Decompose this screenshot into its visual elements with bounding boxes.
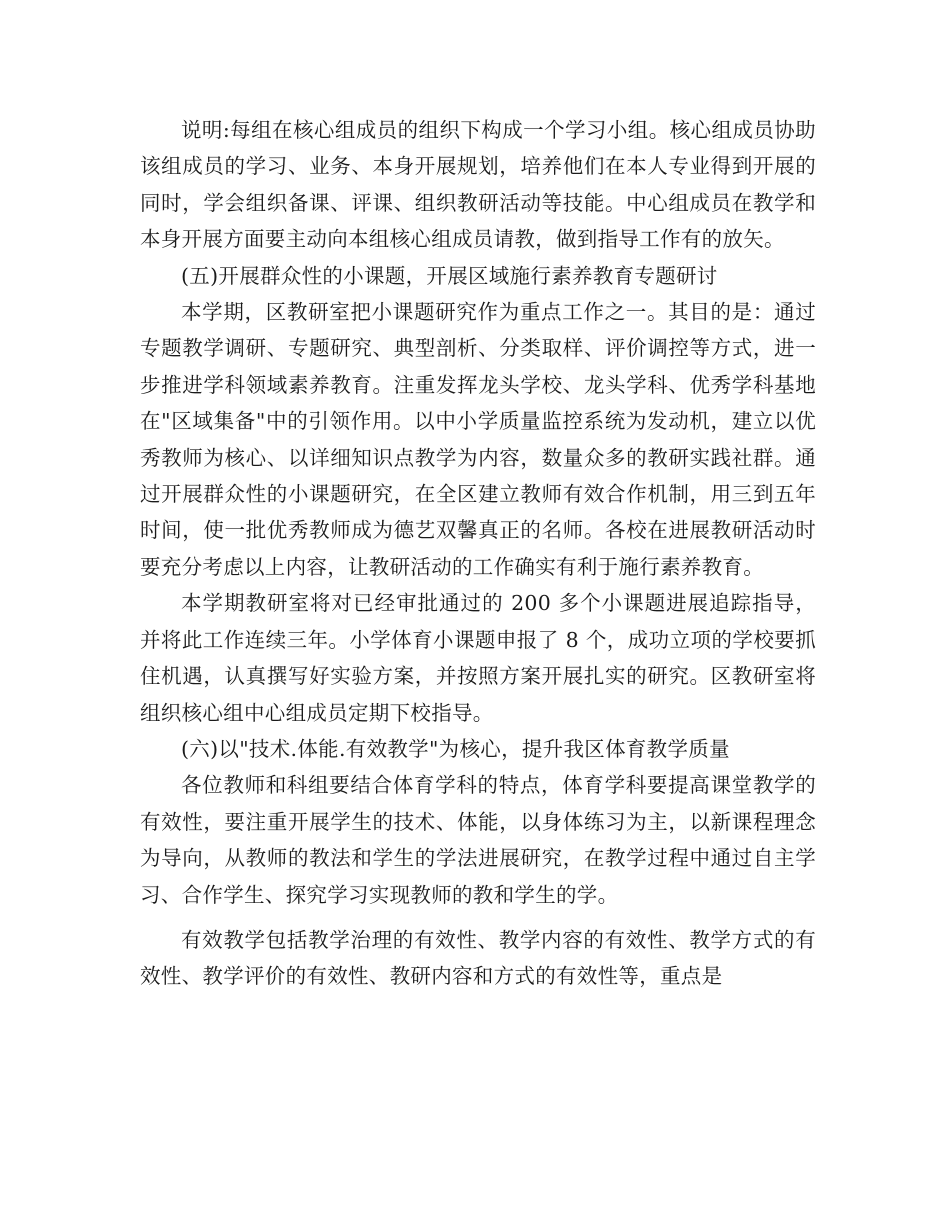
body-paragraph: 说明:每组在核心组成员的组织下构成一个学习小组。核心组成员协助该组成员的学习、业务、本身开展规划，培养他们在本人专业得到开展的同时，学会组织备课、评课、组织教研活动等技能。中心组成员在教学和本身开展方面要主动向本组核心组成员请教，做到指导工作有的放矢。	[140, 118, 816, 252]
body-paragraph: 各位教师和科组要结合体育学科的特点，体育学科要提高课堂教学的有效性，要注重开展学生的技术、体能，以身体练习为主，以新课程理念为导向，从教师的教法和学生的学法进展研究，在教学过程中通过自主学习、合作学生、探究学习实现教师的教和学生的学。	[140, 773, 816, 907]
section-heading: (五)开展群众性的小课题，开展区域施行素养教育专题研讨	[181, 263, 718, 288]
document-page	[140, 112, 816, 995]
body-paragraph: 本学期，区教研室把小课题研究作为重点工作之一。其目的是：通过专题教学调研、专题研究、典型剖析、分类取样、评价调控等方式，进一步推进学科领域素养教育。注重发挥龙头学校、龙头学科、优秀学科基地在"区域集备"中的引领作用。以中小学质量监控系统为发动机，建立以优秀教师为核心、以详细知识点教学为内容，数量众多的教研实践社群。通过开展群众性的小课题研究，在全区建立教师有效合作机制，用三到五年时间，使一批优秀教师成为德艺双馨真正的名师。各校在进展教研活动时要充分考虑以上内容，让教研活动的工作确实有利于施行素养教育。	[140, 300, 816, 579]
body-paragraph: 有效教学包括教学治理的有效性、教学内容的有效性、教学方式的有效性、教学评价的有效性、教研内容和方式的有效性等，重点是	[140, 927, 816, 989]
body-paragraph: 本学期教研室将对已经审批通过的 200 多个小课题进展追踪指导，并将此工作连续三年。小学体育小课题申报了 8 个，成功立项的学校要抓住机遇，认真撰写好实验方案，并按照方案开展扎实的研究。区教研室将组织核心组中心组成员定期下校指导。	[140, 591, 816, 725]
section-heading: (六)以"技术.体能.有效教学"为核心，提升我区体育教学质量	[181, 736, 730, 761]
